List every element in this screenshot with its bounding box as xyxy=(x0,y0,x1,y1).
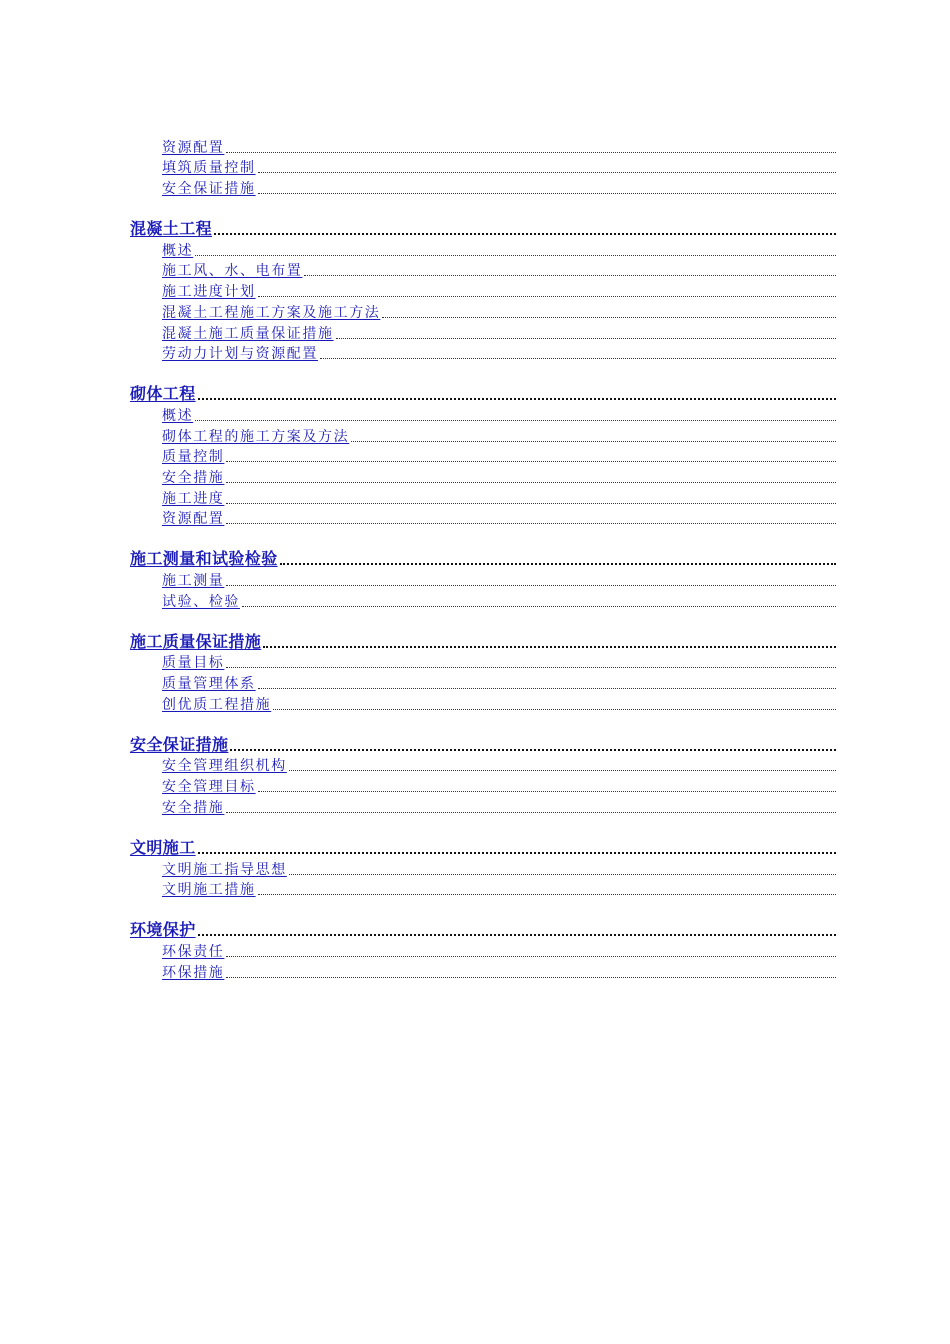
dot-leader xyxy=(226,503,836,504)
dot-leader xyxy=(273,709,836,710)
toc-entry-link[interactable]: 安全保证措施 xyxy=(162,181,256,198)
toc-entry[interactable] xyxy=(128,755,836,776)
toc-entry[interactable] xyxy=(128,652,836,673)
dot-leader xyxy=(382,317,836,318)
toc-entry[interactable] xyxy=(128,404,836,425)
dot-leader xyxy=(289,770,836,771)
dot-leader xyxy=(195,255,836,256)
dot-leader xyxy=(198,934,836,936)
toc-entry-link[interactable]: 砌体工程的施工方案及方法 xyxy=(162,428,350,445)
toc-heading-entry[interactable] xyxy=(128,215,836,239)
dot-leader xyxy=(351,441,836,442)
dot-leader xyxy=(226,667,836,668)
dot-leader xyxy=(195,420,836,421)
dot-leader xyxy=(226,523,836,524)
dot-leader xyxy=(280,563,836,565)
toc-entry-link[interactable]: 资源配置 xyxy=(162,511,225,528)
toc-heading-entry[interactable] xyxy=(128,628,836,652)
toc-entry[interactable] xyxy=(128,508,836,529)
toc-entry[interactable] xyxy=(128,157,836,178)
toc-entry[interactable] xyxy=(128,136,836,157)
dot-leader xyxy=(258,193,836,194)
toc-section xyxy=(128,834,836,899)
toc-entry[interactable] xyxy=(128,775,836,796)
toc-entry[interactable] xyxy=(128,672,836,693)
dot-leader xyxy=(226,977,836,978)
toc-entry-link[interactable]: 文明施工措施 xyxy=(162,882,256,899)
toc-heading-link[interactable]: 施工测量和试验检验 xyxy=(130,549,278,569)
dot-leader xyxy=(320,358,836,359)
dot-leader xyxy=(336,338,836,339)
dot-leader xyxy=(214,233,836,235)
dot-leader xyxy=(226,152,836,153)
toc-entry[interactable] xyxy=(128,239,836,260)
toc-heading-link[interactable]: 施工质量保证措施 xyxy=(130,631,262,651)
toc-section xyxy=(128,215,836,363)
toc-entry-link[interactable]: 环保责任 xyxy=(162,943,225,960)
toc-section xyxy=(128,380,836,528)
dot-leader xyxy=(304,275,836,276)
dot-leader xyxy=(258,791,836,792)
dot-leader xyxy=(226,812,836,813)
toc-heading-link[interactable]: 文明施工 xyxy=(130,837,196,857)
toc-entry-link[interactable]: 混凝土施工质量保证措施 xyxy=(162,325,334,342)
toc-entry-link[interactable]: 试验、检验 xyxy=(162,593,240,610)
toc-heading-entry[interactable] xyxy=(128,545,836,569)
toc-heading-entry[interactable] xyxy=(128,380,836,404)
toc-entry[interactable] xyxy=(128,280,836,301)
dot-leader xyxy=(258,296,836,297)
toc-entry[interactable] xyxy=(128,343,836,364)
toc-entry[interactable] xyxy=(128,796,836,817)
toc-entry[interactable] xyxy=(128,693,836,714)
toc-entry[interactable] xyxy=(128,487,836,508)
dot-leader xyxy=(198,852,836,854)
dot-leader xyxy=(258,688,836,689)
toc-entry[interactable] xyxy=(128,569,836,590)
dot-leader xyxy=(242,606,836,607)
toc-section xyxy=(128,916,836,981)
table-of-contents xyxy=(128,136,836,999)
toc-section xyxy=(128,731,836,817)
toc-entry-link[interactable]: 概述 xyxy=(162,407,194,424)
toc-entry[interactable] xyxy=(128,466,836,487)
toc-entry-link[interactable]: 安全管理目标 xyxy=(162,779,256,796)
toc-entry[interactable] xyxy=(128,961,836,982)
dot-leader xyxy=(230,749,836,751)
toc-entry-link[interactable]: 环保措施 xyxy=(162,964,225,981)
toc-entry-link[interactable]: 施工进度计划 xyxy=(162,284,256,301)
toc-heading-link[interactable]: 环境保护 xyxy=(130,920,196,940)
toc-entry-link[interactable]: 质量管理体系 xyxy=(162,676,256,693)
toc-heading-entry[interactable] xyxy=(128,834,836,858)
toc-entry-link[interactable]: 安全措施 xyxy=(162,469,225,486)
dot-leader xyxy=(226,956,836,957)
toc-entry[interactable] xyxy=(128,322,836,343)
toc-entry-link[interactable]: 质量目标 xyxy=(162,655,225,672)
toc-heading-link[interactable]: 安全保证措施 xyxy=(130,734,229,754)
toc-entry[interactable] xyxy=(128,940,836,961)
toc-section xyxy=(128,545,836,610)
dot-leader xyxy=(289,874,836,875)
toc-entry[interactable] xyxy=(128,301,836,322)
toc-entry-link[interactable]: 施工进度 xyxy=(162,490,225,507)
dot-leader xyxy=(263,646,836,648)
toc-section xyxy=(128,628,836,714)
toc-entry-link[interactable]: 安全措施 xyxy=(162,799,225,816)
dot-leader xyxy=(226,482,836,483)
toc-entry-link[interactable]: 施工风、水、电布置 xyxy=(162,263,303,280)
toc-entry-link[interactable]: 填筑质量控制 xyxy=(162,160,256,177)
toc-entry[interactable] xyxy=(128,590,836,611)
toc-entry-link[interactable]: 质量控制 xyxy=(162,449,225,466)
toc-entry-link[interactable]: 概述 xyxy=(162,242,194,259)
dot-leader xyxy=(226,461,836,462)
toc-entry-link[interactable]: 安全管理组织机构 xyxy=(162,758,287,775)
toc-heading-entry[interactable] xyxy=(128,731,836,755)
toc-heading-entry[interactable] xyxy=(128,916,836,940)
toc-entry-link[interactable]: 劳动力计划与资源配置 xyxy=(162,346,318,363)
toc-heading-link[interactable]: 砌体工程 xyxy=(130,384,196,404)
dot-leader xyxy=(226,585,836,586)
toc-entry-link[interactable]: 资源配置 xyxy=(162,139,225,156)
toc-entry-link[interactable]: 施工测量 xyxy=(162,573,225,589)
toc-entry[interactable] xyxy=(128,879,836,900)
toc-entry[interactable] xyxy=(128,260,836,281)
toc-entry-link[interactable]: 文明施工指导思想 xyxy=(162,861,287,878)
toc-entry-link[interactable]: 创优质工程措施 xyxy=(162,696,272,713)
toc-entry[interactable] xyxy=(128,446,836,467)
toc-entry-link[interactable]: 混凝土工程施工方案及施工方法 xyxy=(162,304,381,321)
toc-section xyxy=(128,136,836,198)
dot-leader xyxy=(198,398,836,400)
toc-entry[interactable] xyxy=(128,858,836,879)
toc-heading-link[interactable]: 混凝土工程 xyxy=(130,219,213,239)
toc-entry[interactable] xyxy=(128,177,836,198)
dot-leader xyxy=(258,172,836,173)
toc-entry[interactable] xyxy=(128,425,836,446)
dot-leader xyxy=(258,894,836,895)
